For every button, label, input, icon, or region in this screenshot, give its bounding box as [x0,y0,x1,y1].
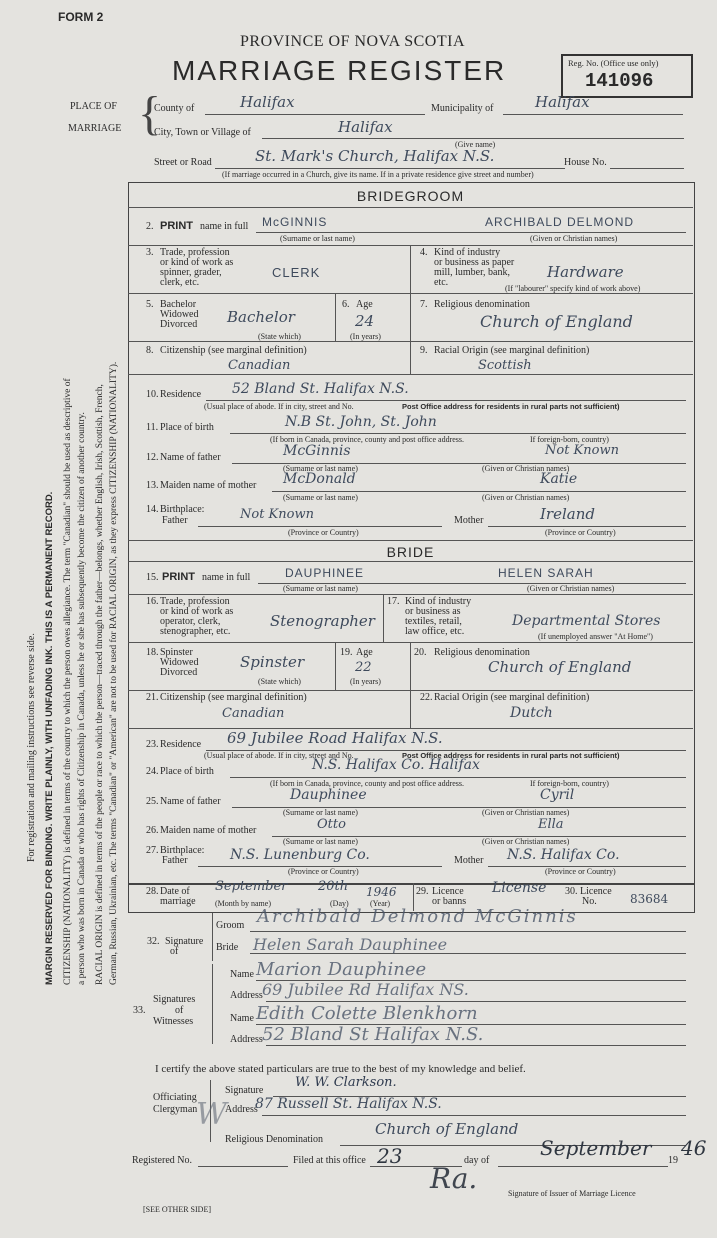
clergy-religion: Church of England [375,1120,519,1138]
f19-note: (In years) [350,677,381,686]
f21-num: 21. [146,692,159,703]
groom-religion: Church of England [480,312,633,331]
f25-sn-note: (Surname or last name) [283,808,358,817]
clergy-l2: Clergyman [153,1104,198,1115]
city-value: Halifax [338,118,393,136]
licence-no: 83684 [630,892,669,906]
groom-trade: CLERK [272,265,321,280]
f13-line [272,491,686,492]
f17-l3: textiles, retail, [405,616,462,627]
form-label: FORM 2 [58,10,104,24]
bride-mother-given: Ella [538,817,564,832]
margin-citizenship-def-2: a person who was born in Canada or who has rights of Citizenship in Canada, unless he or she has subsequently become the citizen of another country. [77,412,87,985]
margin-racial-def-2: German, Russian, Ukrainian, etc. The terms "Canadian" or "American" are not to be used for RACIAL ORIGIN, as they express CITIZENSHIP (NATIONALITY). [109,361,119,985]
f9-label: Racial Origin (see marginal definition) [434,345,590,356]
page-title: MARRIAGE REGISTER [172,55,507,86]
bride-heading-rule [128,561,693,562]
f27-note-a: (Province or Country) [288,867,359,876]
w1-name-label: Name [230,969,254,980]
groom-surname: McGINNIS [262,215,328,229]
groom-status: Bachelor [227,308,295,326]
f28-num: 28. [146,886,159,897]
f6-label: Age [356,299,373,310]
f24-line [230,777,686,778]
f16-l1: Trade, profession [160,596,230,607]
f14-line-a [198,526,442,527]
f13-sn-note: (Surname or last name) [283,493,358,502]
f32-l1: Signature [165,936,204,947]
f15-sn-note: (Surname or last name) [283,584,358,593]
f14-mother-label: Mother [454,515,484,526]
f27-mother-label: Mother [454,855,484,866]
bride-racial: Dutch [510,705,553,721]
f19-num: 19. [340,647,353,658]
f24-note-b: If foreign-born, country) [530,779,609,788]
f15-print: PRINT [162,571,195,583]
f11-num: 11. [146,422,159,433]
f2-gn-note: (Given or Christian names) [530,234,618,243]
groom-label: Groom [216,920,245,931]
div-21-22 [410,690,411,728]
bridegroom-heading-rule [128,207,693,208]
div-18-19 [335,642,336,690]
f26-gn-note: (Given or Christian names) [482,837,570,846]
margin-instructions: For registration and mailing instructions see reverse side. [26,633,37,862]
f27-num: 27. [146,845,159,856]
city-label: City, Town or Village of [154,127,251,138]
groom-mother-birthplace: Ireland [540,505,595,523]
sig-bracket-2 [212,964,213,1044]
div-16-17 [383,594,384,642]
f23-label: Residence [160,739,202,750]
w1-address-label: Address [230,990,263,1001]
f26-sn-note: (Surname or last name) [283,837,358,846]
f5-note: (State which) [258,332,301,341]
f2-line [256,232,686,233]
brace: { [138,87,162,140]
bride-surname: DAUPHINEE [285,566,365,580]
groom-father-birthplace: Not Known [240,507,314,522]
bride-citizenship: Canadian [222,706,285,721]
bride-label: Bride [216,942,239,953]
f14-note-a: (Province or Country) [288,528,359,537]
f25-gn-note: (Given or Christian names) [482,808,570,817]
f18-num: 18. [146,647,159,658]
f16-num: 16. [146,596,159,607]
clergy-address-line [262,1115,686,1116]
clergy-sig-label: Signature [225,1085,264,1096]
witness2-address: 52 Bland St Halifax N.S. [262,1024,484,1045]
bride-age: 22 [355,660,372,675]
f33-l1: Signatures [153,994,196,1005]
f13-num: 13. [146,480,159,491]
bride-father-surname: Dauphinee [290,787,367,803]
house-label: House No. [564,157,607,168]
clergy-signature: W. W. Clarkson. [295,1075,397,1090]
county-value: Halifax [240,93,295,111]
licence-type: License [492,880,547,896]
municipality-label: Municipality of [431,103,494,114]
f4-l2: or business as paper [434,257,515,268]
f3-l1: Trade, profession [160,247,230,258]
bride-mother-surname: Otto [317,817,346,832]
county-label: County of [154,103,195,114]
f25-num: 25. [146,796,159,807]
f28-l1: Date of [160,886,190,897]
groom-sig-line [250,931,686,932]
year-note: (Year) [370,899,391,908]
f4-l4: etc. [434,277,449,288]
sig-bracket-1 [212,913,213,961]
f32-num: 32. [147,936,160,947]
f29-num: 29. [416,886,429,897]
f18-note: (State which) [258,677,301,686]
f5-num: 5. [146,299,154,310]
see-other-side: [SEE OTHER SIDE] [143,1205,211,1214]
f7-label: Religious denomination [434,299,530,310]
f3-num: 3. [146,247,154,258]
f4-l3: mill, lumber, bank, [434,267,510,278]
rule-16 [128,594,693,595]
municipality-value: Halifax [535,93,590,111]
bride-signature: Helen Sarah Dauphinee [253,935,448,954]
f27-note-b: (Province or Country) [545,867,616,876]
city-line [262,138,684,139]
reg-no-value: 141096 [585,70,654,92]
bride-father-birthplace: N.S. Lunenburg Co. [230,847,370,863]
w1-address-line [266,1001,686,1002]
groom-father-given: Not Known [545,443,619,458]
f4-l1: Kind of industry [434,247,501,258]
f28-l2: marriage [160,896,196,907]
groom-mother-given: Katie [540,471,578,487]
f17-l2: or business as [405,606,461,617]
f4-num: 4. [420,247,428,258]
filed-day: 23 [377,1144,403,1168]
registered-label: Registered No. [132,1155,192,1166]
groom-age: 24 [355,312,375,330]
marriage-year: 1946 [366,885,397,899]
registered-line [198,1166,288,1167]
f12-sn-note: (Surname or last name) [283,464,358,473]
f10-num: 10. [146,389,159,400]
f18-l1: Spinster [160,647,193,658]
f11-label: Place of birth [160,422,214,433]
f5-l3: Divorced [160,319,198,330]
filed-month-line [498,1166,668,1167]
f21-label: Citizenship (see marginal definition) [160,692,307,703]
f4-note: (If "labourer" specify kind of work above) [505,284,641,293]
div-6-7 [410,293,411,341]
f30-l2: No. [582,896,597,907]
f15-num: 15. [146,572,159,583]
marriage-month: September [215,879,288,894]
f22-num: 22. [420,692,433,703]
f8-label: Citizenship (see marginal definition) [160,345,307,356]
f2-print: PRINT [160,220,193,232]
groom-industry: Hardware [547,263,624,281]
f29-l2: or banns [432,896,467,907]
f12-gn-note: (Given or Christian names) [482,464,570,473]
street-line [215,168,565,169]
house-line [610,168,684,169]
f10-line [206,400,686,401]
bride-status: Spinster [240,653,305,671]
f24-note-a: (If born in Canada, province, county and post office address. [270,779,465,788]
f3-l2: or kind of work as [160,257,234,268]
province-heading: PROVINCE OF NOVA SCOTIA [240,33,466,50]
f20-num: 20. [414,647,427,658]
clergy-l1: Officiating [153,1092,197,1103]
f17-l1: Kind of industry [405,596,472,607]
municipality-line [503,114,683,115]
f16-l3: operator, clerk, [160,616,221,627]
f17-num: 17. [387,596,400,607]
f2-label: name in full [200,221,249,232]
f29-l1: Licence [432,886,464,897]
f33-l3: Witnesses [153,1016,194,1027]
f14-l1: Birthplace: [160,504,205,515]
f23-note-a: (Usual place of abode. If in city, street and No. [204,751,354,760]
groom-signature: Archibald Delmond McGinnis [257,906,578,927]
bride-residence: 69 Jubilee Road Halifax N.S. [227,729,443,747]
give-name-note: (Give name) [455,140,496,149]
div-8-9 [410,341,411,374]
w2-address-line [266,1045,686,1046]
place-label-2: MARRIAGE [68,123,122,134]
bride-given: HELEN SARAH [498,566,594,580]
f18-l3: Divorced [160,667,198,678]
filed-year: 46 [681,1136,707,1160]
clergy-address: 87 Russell St. Halifax N.S. [255,1096,442,1112]
f11-note-b: If foreign-born, country) [530,435,609,444]
month-note: (Month by name) [215,899,271,908]
f14-l2: Father [162,515,188,526]
div-5-6 [335,293,336,341]
margin-racial-def-1: RACIAL ORIGIN is defined in terms of the people or race to which the person—traced through the father—belongs, whether English, Irish, Scottish, French, [95,384,105,985]
bridegroom-heading: BRIDEGROOM [356,188,465,204]
bride-trade: Stenographer [270,612,375,630]
f14-num: 14. [146,504,159,515]
w2-address-label: Address [230,1034,263,1045]
f33-l2: of [175,1005,184,1016]
street-value: St. Mark's Church, Halifax N.S. [255,147,495,165]
bride-father-given: Cyril [540,787,575,803]
f18-l2: Widowed [160,657,199,668]
div-19-20 [410,642,411,690]
filed-month: September [540,1136,652,1160]
certify-text: I certify the above stated particulars are true to the best of my knowledge and belief. [155,1063,526,1075]
f2-sn-note: (Surname or last name) [280,234,355,243]
w2-name-label: Name [230,1013,254,1024]
f11-note-a: (If born in Canada, province, county and post office address. [270,435,465,444]
f33-num: 33. [133,1005,146,1016]
groom-given: ARCHIBALD DELMOND [485,215,635,229]
f5-l2: Widowed [160,309,199,320]
f22-label: Racial Origin (see marginal definition) [434,692,590,703]
f15-gn-note: (Given or Christian names) [527,584,615,593]
filed-label: Filed at this office [293,1155,366,1166]
clergy-relig-label: Religious Denomination [225,1134,324,1145]
street-note: (If marriage occurred in a Church, give its name. If in a private residence give street and number) [222,170,534,179]
f12-num: 12. [146,452,159,463]
rule-10 [128,374,693,375]
f2-num: 2. [146,221,154,232]
f10-note-b: Post Office address for residents in rural parts not sufficient) [402,402,620,411]
f16-l4: stenographer, etc. [160,626,231,637]
f14-note-b: (Province or Country) [545,528,616,537]
year-prefix: 19 [668,1155,678,1166]
groom-residence: 52 Bland St. Halifax N.S. [232,381,409,397]
f6-num: 6. [342,299,350,310]
day-of-label: day of [464,1155,490,1166]
f24-num: 24. [146,766,159,777]
bride-birthplace: N.S. Halifax Co. Halifax [312,757,480,773]
f15-label: name in full [202,572,251,583]
groom-mother-surname: McDonald [283,471,356,487]
day-note: (Day) [330,899,349,908]
f6-note: (In years) [350,332,381,341]
stamp-mark: W [196,1097,227,1132]
bride-heading: BRIDE [386,544,435,560]
f26-label: Maiden name of mother [160,825,257,836]
clergy-address-label: Address [225,1104,258,1115]
f26-num: 26. [146,825,159,836]
f23-note-b: Post Office address for residents in rural parts not sufficient) [402,751,620,760]
f14-line-b [488,526,686,527]
f23-num: 23. [146,739,159,750]
f17-note: (If unemployed answer "At Home") [538,632,653,641]
reg-no-label: Reg. No. (Office use only) [568,58,659,68]
bride-industry: Departmental Stores [512,613,661,629]
f25-label: Name of father [160,796,221,807]
issuer-signature: Ra. [430,1162,478,1195]
groom-father-surname: McGinnis [283,443,351,459]
f19-label: Age [356,647,373,658]
f12-label: Name of father [160,452,221,463]
county-line [205,114,425,115]
f8-num: 8. [146,345,154,356]
bride-mother-birthplace: N.S. Halifax Co. [507,847,620,863]
f5-l1: Bachelor [160,299,197,310]
f9-num: 9. [420,345,428,356]
margin-warning: MARGIN RESERVED FOR BINDING. WRITE PLAINLY, WITH UNFADING INK. THIS IS A PERMANENT RECORD. [44,491,55,985]
bride-religion: Church of England [488,658,632,676]
issuer-note: Signature of Issuer of Marriage Licence [508,1189,636,1198]
witness1-name: Marion Dauphinee [256,959,427,980]
f13-label: Maiden name of mother [160,480,257,491]
f27-l1: Birthplace: [160,845,205,856]
f20-label: Religious denomination [434,647,530,658]
f27-l2: Father [162,855,188,866]
groom-racial: Scottish [478,358,532,373]
f3-l4: clerk, etc. [160,277,200,288]
place-label: PLACE OF [70,101,117,112]
f13-gn-note: (Given or Christian names) [482,493,570,502]
groom-birthplace: N.B St. John, St. John [285,414,437,430]
f24-label: Place of birth [160,766,214,777]
witness1-address: 69 Jubilee Rd Halifax NS. [262,980,469,999]
rule-bride [128,540,693,541]
street-label: Street or Road [154,157,212,168]
f30-l1: Licence [580,886,612,897]
div-3-4 [410,245,411,293]
marriage-day: 20th [318,879,349,894]
witness2-name: Edith Colette Blenkhorn [256,1003,478,1024]
f30-num: 30. [565,886,578,897]
f3-l3: spinner, grader, [160,267,222,278]
f11-line [230,433,686,434]
f17-l4: law office, etc. [405,626,465,637]
f10-note-a: (Usual place of abode. If in city, street and No. [204,402,354,411]
margin-citizenship-def-1: CITIZENSHIP (NATIONALITY) is defined in terms of the country to which the person owes allegiance. The term "Canadian" should be used as descriptive of [63,378,73,985]
groom-citizenship: Canadian [228,358,291,373]
f7-num: 7. [420,299,428,310]
f16-l2: or kind of work as [160,606,234,617]
f32-l2: of [170,946,179,957]
f10-label: Residence [160,389,202,400]
